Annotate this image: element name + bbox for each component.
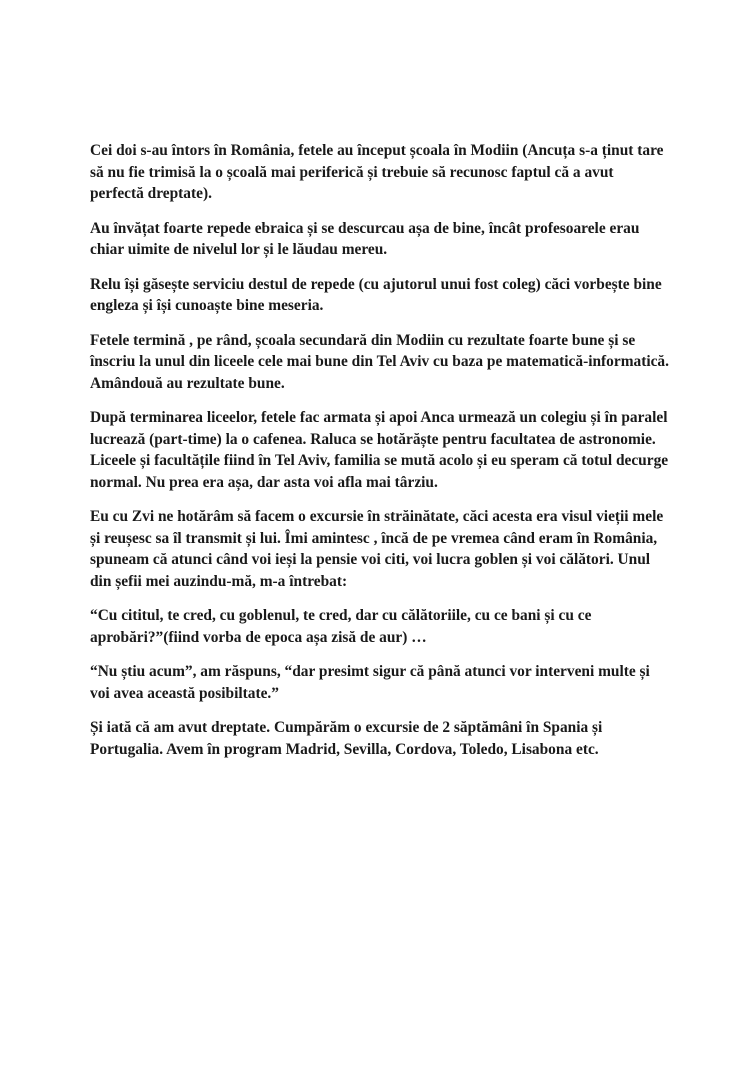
paragraph-return-to-romania: Cei doi s-au întors în România, fetele au început școala în Modiin (Ancuța s-a ținut tare să nu fie trimisă la o școală mai periferică și trebuie să recunosc faptul că a avut perfectă dreptate). xyxy=(90,142,664,202)
document-body xyxy=(90,140,670,773)
paragraph-reply-quote: “Nu știu acum”, am răspuns, “dar presimt sigur că până atunci vor interveni multe și voi avea această posibiltate.” xyxy=(90,663,650,702)
paragraph-secondary-school: Fetele termină , pe rând, școala secundară din Modiin cu rezultate foarte bune și se înscriu la unul din liceele cele mai bune din Tel Aviv cu baza pe matematică-informatică. Amândouă au rezultate bune. xyxy=(90,331,669,392)
paragraph-spain-portugal-trip: Și iată că am avut dreptate. Cumpărăm o excursie de 2 săptămâni în Spania și Portugalia. Avem în program Madrid, Sevilla, Cordova, Toledo, Lisabona etc. xyxy=(90,719,603,758)
paragraph-boss-quote: “Cu cititul, te cred, cu goblenul, te cred, dar cu călătoriile, cu ce bani și cu ce aprobări?”(fiind vorba de epoca așa zisă de aur) … xyxy=(90,607,592,646)
paragraph-relu-job: Relu își găsește serviciu destul de repede (cu ajutorul unui fost coleg) căci vorbește bine engleza și își cunoaște bine meseria. xyxy=(90,275,662,314)
paragraph-learning-hebrew: Au învățat foarte repede ebraica și se descurcau așa de bine, încât profesoarele erau chiar uimite de nivelul lor și le lăudau mereu. xyxy=(90,219,640,258)
paragraph-trip-decision: Eu cu Zvi ne hotărâm să facem o excursie în străinătate, căci acesta era visul vieții mele și reușesc sa îl transmit și lui. Îmi amintesc , încă de pe vremea când eram în România, spuneam că atunci când voi ieși la pensie voi citi, voi lucra goblen și voi călători. Unul din șefii mei auzindu-mă, m-a întrebat: xyxy=(90,508,664,590)
paragraph-after-high-school: După terminarea liceelor, fetele fac armata și apoi Anca urmează un colegiu și în paralel lucrează (part-time) la o cafenea. Raluca se hotărăște pentru facultatea de astronomie. Liceele și facultățile fiind în Tel Aviv, familia se mută acolo și eu speram că totul decurge normal. Nu prea era așa, dar asta voi afla mai târziu. xyxy=(90,409,669,491)
